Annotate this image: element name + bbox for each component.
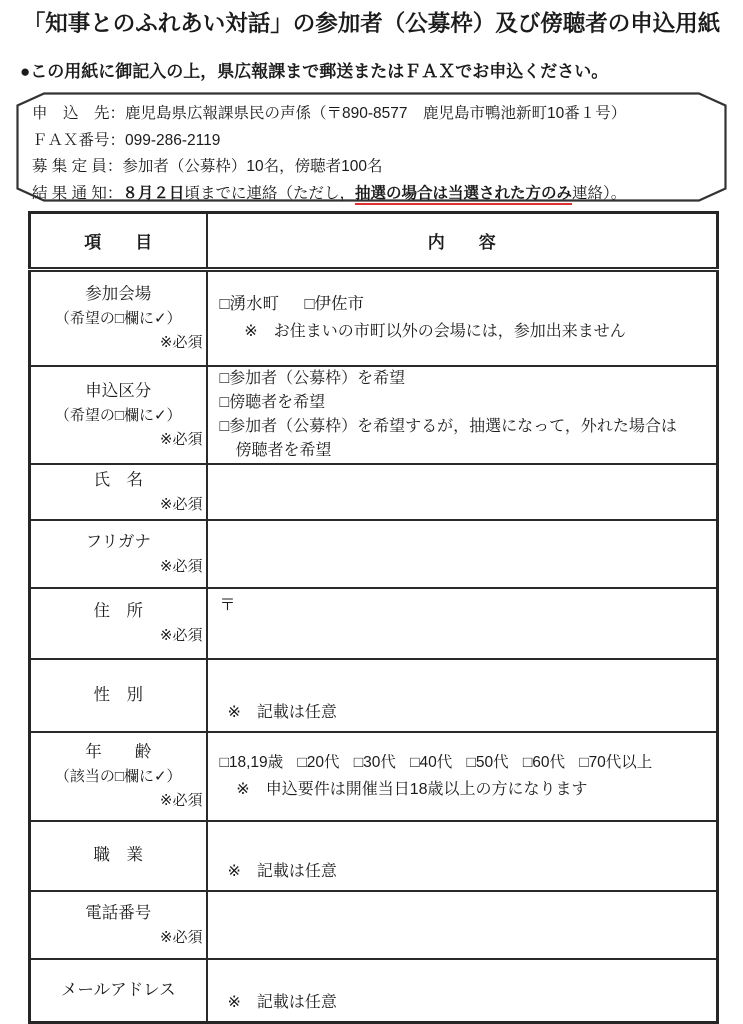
table-header-row xyxy=(30,213,718,270)
required-badge: ※必須 xyxy=(159,430,203,448)
item-cell-occupation xyxy=(30,821,207,891)
content-cell-age xyxy=(207,732,718,821)
checkbox-option: □参加者（公募枠）を希望 xyxy=(219,369,406,387)
notice-text: 頃までに連絡（ただし， xyxy=(184,184,355,202)
required-badge: ※必須 xyxy=(159,627,203,644)
table-row-phone xyxy=(30,891,718,959)
optional-note: ※ 記載は任意 xyxy=(227,862,337,880)
row-label: 職 業 xyxy=(93,846,143,864)
table-row-category xyxy=(30,366,718,464)
table-row-gender xyxy=(30,659,718,732)
item-cell-gender xyxy=(30,659,207,732)
venue-options xyxy=(220,292,717,317)
table-row-name xyxy=(30,464,718,520)
venue-note: ※ お住まいの市町以外の会場には，参加出来ません xyxy=(244,323,626,341)
checkbox-option: □60代 xyxy=(522,754,565,771)
required-badge: ※必須 xyxy=(159,495,203,513)
content-cell-phone xyxy=(207,891,718,959)
content-cell-address xyxy=(207,588,718,659)
notice-suffix: 連絡）。 xyxy=(571,184,627,202)
table-row-address xyxy=(30,588,718,659)
notice-date: ８月２日 xyxy=(122,184,185,202)
info-line-capacity xyxy=(32,154,727,181)
info-label: 申 込 先： xyxy=(32,105,126,122)
checkbox-option: □湧水町 xyxy=(219,295,279,314)
info-label: ＦＡＸ番号： xyxy=(32,131,126,149)
row-label: 住 所 xyxy=(93,602,143,620)
info-label: 結 果 通 知： xyxy=(32,184,123,202)
required-badge: ※必須 xyxy=(159,334,203,352)
instruction-text: ●この用紙に御記入の上，県広報課まで郵送またはＦＡＸでお申込ください。 xyxy=(20,62,609,81)
checkbox-option: □傍聴者を希望 xyxy=(219,393,326,411)
table-row-furigana xyxy=(30,520,718,588)
checkbox-option: □70代以上 xyxy=(579,754,653,771)
item-cell-category xyxy=(30,366,207,464)
postal-mark: 〒 xyxy=(219,596,236,614)
age-options xyxy=(220,750,717,776)
optional-note: ※ 記載は任意 xyxy=(227,994,337,1011)
checkbox-option: □30代 xyxy=(353,754,396,771)
required-badge: ※必須 xyxy=(159,557,203,575)
checkbox-option: □40代 xyxy=(410,754,453,771)
content-cell-furigana xyxy=(207,520,718,588)
item-cell-address xyxy=(30,588,207,659)
item-cell-age xyxy=(30,732,207,821)
info-line-fax xyxy=(32,128,727,155)
age-note: ※ 申込要件は開催当日18歳以上の方になります xyxy=(236,781,588,798)
required-badge: ※必須 xyxy=(159,928,203,946)
info-line-recipient xyxy=(32,101,727,128)
checkbox-option: □50代 xyxy=(466,754,509,771)
table-row-occupation xyxy=(30,821,718,891)
row-sublabel: （希望の□欄に✓） xyxy=(54,406,182,424)
table-row-venue xyxy=(30,270,718,366)
info-value: 参加者（公募枠）10名，傍聴者100名 xyxy=(122,158,383,175)
lottery-notice-underlined: 抽選の場合は当選された方のみ xyxy=(355,185,572,205)
info-lines xyxy=(16,92,727,207)
content-cell-gender xyxy=(207,659,718,732)
item-cell-name xyxy=(30,464,207,520)
item-cell-phone xyxy=(30,891,207,959)
content-cell-occupation xyxy=(207,821,718,891)
row-label: メールアドレス xyxy=(60,980,176,999)
info-line-result-notice xyxy=(32,181,727,208)
content-cell-email xyxy=(207,959,718,1023)
row-sublabel: （該当の□欄に✓） xyxy=(54,768,182,785)
row-label: 性 別 xyxy=(93,685,143,704)
row-label: 参加会場 xyxy=(85,285,152,304)
content-cell-category xyxy=(207,366,718,464)
info-value: 099-286-2119 xyxy=(125,131,221,149)
checkbox-option: □18,19歳 xyxy=(219,754,284,771)
row-label: 氏 名 xyxy=(93,470,143,489)
column-header-item: 項 目 xyxy=(30,213,207,270)
content-cell-venue xyxy=(207,270,718,366)
checkbox-option-continued: 傍聴者を希望 xyxy=(219,441,332,459)
row-label: 年 齢 xyxy=(85,743,152,761)
table-row-age xyxy=(30,732,718,821)
table-row-email xyxy=(30,959,718,1023)
row-label: 電話番号 xyxy=(85,903,152,922)
content-cell-name xyxy=(207,464,718,520)
item-cell-venue xyxy=(30,270,207,366)
item-cell-email xyxy=(30,959,207,1023)
info-label: 募 集 定 員： xyxy=(32,158,123,175)
column-header-content: 内 容 xyxy=(207,213,718,270)
row-label: 申込区分 xyxy=(85,381,152,400)
application-table xyxy=(28,211,719,1024)
application-info-box xyxy=(16,92,727,202)
item-cell-furigana xyxy=(30,520,207,588)
required-badge: ※必須 xyxy=(159,792,203,809)
page-title: 「知事とのふれあい対話」の参加者（公募枠）及び傍聴者の申込用紙 xyxy=(22,11,721,36)
checkbox-option: □20代 xyxy=(297,754,340,771)
info-value: 鹿児島県広報課県民の声係（〒890-8577 鹿児島市鴨池新町10番１号） xyxy=(125,105,627,122)
row-label: フリガナ xyxy=(85,532,151,551)
optional-note: ※ 記載は任意 xyxy=(227,703,337,721)
checkbox-option: □参加者（公募枠）を希望するが，抽選になって，外れた場合は xyxy=(219,417,677,435)
checkbox-option: □伊佐市 xyxy=(304,295,364,314)
row-sublabel: （希望の□欄に✓） xyxy=(54,310,182,328)
